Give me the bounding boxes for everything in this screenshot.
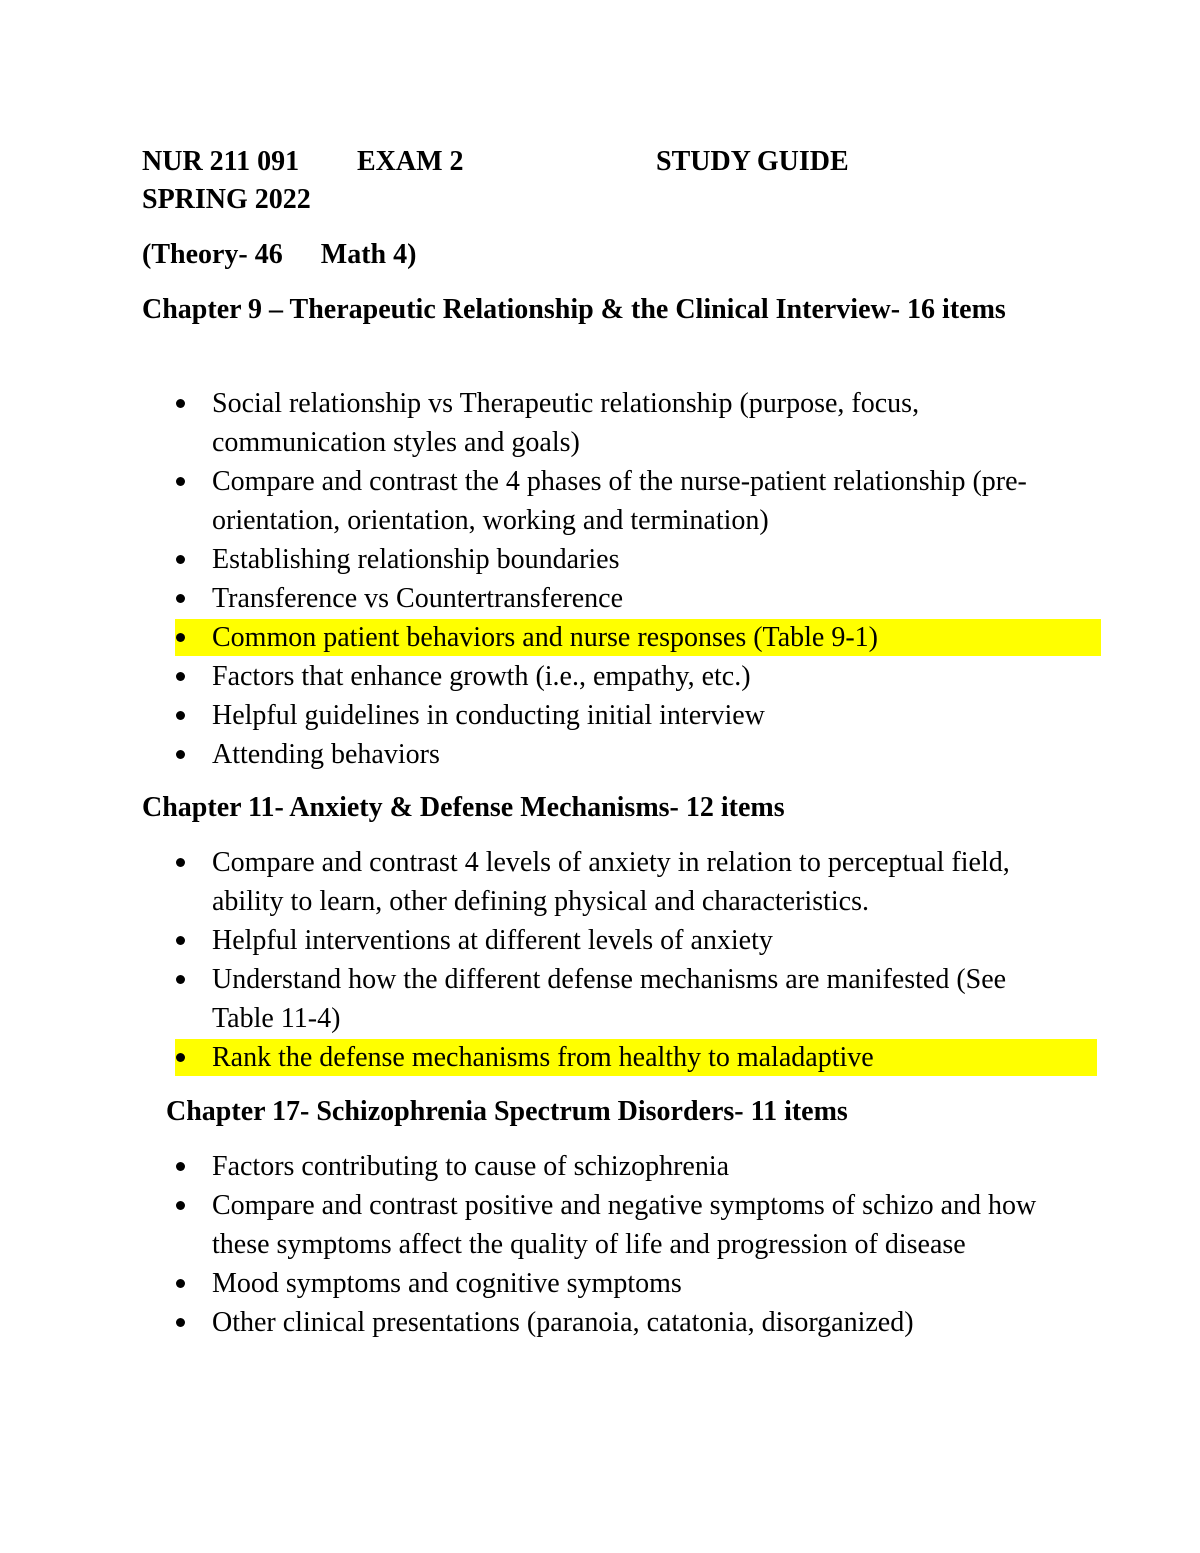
list-item: Factors that enhance growth (i.e., empathy, etc.) (142, 657, 1072, 696)
list-item: Factors contributing to cause of schizophrenia (142, 1147, 1072, 1186)
list-item: Transference vs Countertransference (142, 579, 1072, 618)
bullet-icon (176, 399, 185, 408)
math-count: Math 4) (320, 239, 417, 270)
chapter-11-title: Chapter 11- Anxiety & Defense Mechanisms- 12 items (142, 792, 785, 823)
bullet-icon (176, 633, 185, 642)
course-code: NUR 211 091 (142, 146, 300, 177)
bullet-icon (176, 711, 185, 720)
bullet-icon (176, 750, 185, 759)
list-item-highlighted: Common patient behaviors and nurse responses (Table 9-1) (142, 618, 1072, 657)
exam-label: EXAM 2 (357, 146, 464, 177)
bullet-icon (176, 1318, 185, 1327)
list-item: Helpful interventions at different levels of anxiety (142, 921, 1072, 960)
term-label: SPRING 2022 (142, 184, 311, 215)
list-item: Understand how the different defense mechanisms are manifested (See Table 11-4) (142, 960, 1072, 1038)
chapter-17-list (142, 1147, 1072, 1342)
list-item: Compare and contrast 4 levels of anxiety in relation to perceptual field, ability to learn, other defining physical and characteristics. (142, 843, 1072, 921)
bullet-icon (176, 1162, 185, 1171)
bullet-icon (176, 1201, 185, 1210)
item-counts (142, 236, 416, 274)
document-header (142, 142, 1042, 218)
list-item: Social relationship vs Therapeutic relationship (purpose, focus, communication styles and goals) (142, 384, 1072, 462)
list-item: Compare and contrast the 4 phases of the nurse-patient relationship (pre-orientation, orientation, working and termination) (142, 462, 1072, 540)
bullet-icon (176, 858, 185, 867)
bullet-icon (176, 555, 185, 564)
list-item: Other clinical presentations (paranoia, catatonia, disorganized) (142, 1303, 1072, 1342)
chapter-9-list (142, 384, 1072, 774)
chapter-17-title: Chapter 17- Schizophrenia Spectrum Disorders- 11 items (166, 1096, 848, 1127)
bullet-icon (176, 1053, 185, 1062)
list-item: Mood symptoms and cognitive symptoms (142, 1264, 1072, 1303)
bullet-icon (176, 975, 185, 984)
bullet-icon (176, 936, 185, 945)
study-guide-label: STUDY GUIDE (656, 146, 849, 177)
bullet-icon (176, 672, 185, 681)
bullet-icon (176, 594, 185, 603)
chapter-9-title: Chapter 9 – Therapeutic Relationship & the Clinical Interview- 16 items (142, 294, 1006, 325)
bullet-icon (176, 477, 185, 486)
chapter-11-list (142, 843, 1072, 1077)
list-item: Helpful guidelines in conducting initial interview (142, 696, 1072, 735)
bullet-icon (176, 1279, 185, 1288)
list-item: Establishing relationship boundaries (142, 540, 1072, 579)
theory-count: (Theory- 46 (142, 239, 283, 270)
list-item: Compare and contrast positive and negative symptoms of schizo and how these symptoms affect the quality of life and progression of disease (142, 1186, 1072, 1264)
list-item-highlighted: Rank the defense mechanisms from healthy to maladaptive (142, 1038, 1072, 1077)
list-item: Attending behaviors (142, 735, 1072, 774)
